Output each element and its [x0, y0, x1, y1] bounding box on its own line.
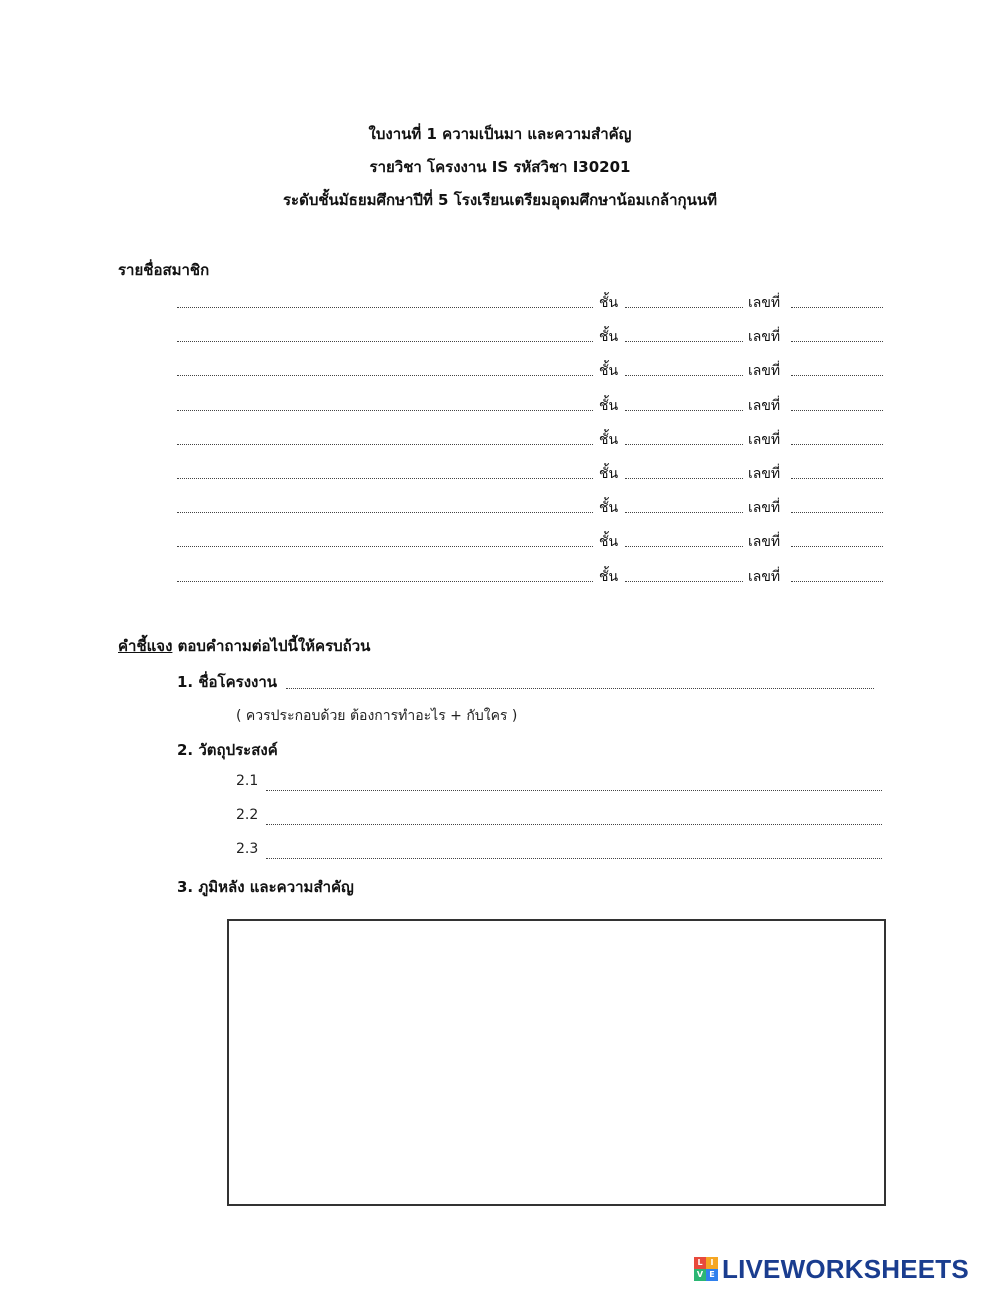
objective-2-blank[interactable] — [266, 824, 882, 825]
number-label: เลขที่ — [748, 568, 781, 585]
logo-mark-square: V — [694, 1269, 706, 1281]
background-answer-box[interactable] — [227, 919, 886, 1206]
liveworksheets-logo-text: LIVEWORKSHEETS — [722, 1253, 969, 1284]
member-number-blank[interactable] — [791, 375, 883, 376]
member-class-blank[interactable] — [625, 307, 743, 308]
member-name-blank[interactable] — [177, 410, 593, 411]
project-name-blank[interactable] — [286, 688, 874, 689]
member-name-blank[interactable] — [177, 546, 593, 547]
objective-2-label: 2.2 — [236, 807, 259, 823]
member-class-blank[interactable] — [625, 375, 743, 376]
member-row — [177, 324, 883, 358]
question-3-label: 3. ภูมิหลัง และความสำคัญ — [177, 878, 354, 896]
member-name-blank[interactable] — [177, 478, 593, 479]
question-1-label: 1. ชื่อโครงงาน — [177, 673, 278, 691]
instructions-text: ตอบคำถามต่อไปนี้ให้ครบถ้วน — [172, 637, 371, 655]
question-2-label: 2. วัตถุประสงค์ — [177, 741, 278, 759]
member-class-blank[interactable] — [625, 512, 743, 513]
number-label: เลขที่ — [748, 534, 781, 551]
member-row — [177, 290, 883, 324]
member-row — [177, 495, 883, 529]
member-number-blank[interactable] — [791, 512, 883, 513]
logo-mark-square: L — [694, 1257, 706, 1269]
member-class-blank[interactable] — [625, 410, 743, 411]
member-row — [177, 564, 883, 598]
logo-mark-square: E — [706, 1269, 718, 1281]
member-name-blank[interactable] — [177, 512, 593, 513]
member-class-blank[interactable] — [625, 444, 743, 445]
member-number-blank[interactable] — [791, 444, 883, 445]
member-number-blank[interactable] — [791, 581, 883, 582]
number-label: เลขที่ — [748, 397, 781, 414]
class-label: ชั้น — [599, 534, 619, 551]
members-list — [177, 290, 883, 598]
member-number-blank[interactable] — [791, 546, 883, 547]
number-label: เลขที่ — [748, 363, 781, 380]
instructions — [118, 634, 370, 658]
member-row — [177, 393, 883, 427]
member-class-blank[interactable] — [625, 581, 743, 582]
class-label: ชั้น — [599, 568, 619, 585]
logo-mark-square: I — [706, 1257, 718, 1269]
members-title: รายชื่อสมาชิก — [118, 261, 210, 279]
worksheet-header — [0, 118, 1000, 217]
member-class-blank[interactable] — [625, 546, 743, 547]
question-1-hint: ( ควรประกอบด้วย ต้องการทำอะไร + กับใคร ) — [236, 708, 518, 724]
liveworksheets-logo-icon — [694, 1257, 718, 1281]
number-label: เลขที่ — [748, 431, 781, 448]
objective-3-label: 2.3 — [236, 841, 259, 857]
course-line: รายวิชา โครงงาน IS รหัสวิชา I30201 — [369, 158, 631, 176]
member-number-blank[interactable] — [791, 410, 883, 411]
number-label: เลขที่ — [748, 329, 781, 346]
class-label: ชั้น — [599, 397, 619, 414]
worksheet-title: ใบงานที่ 1 ความเป็นมา และความสำคัญ — [368, 125, 632, 143]
class-label: ชั้น — [599, 431, 619, 448]
member-name-blank[interactable] — [177, 341, 593, 342]
member-class-blank[interactable] — [625, 478, 743, 479]
member-class-blank[interactable] — [625, 341, 743, 342]
member-row — [177, 427, 883, 461]
class-label: ชั้น — [599, 295, 619, 311]
member-row — [177, 358, 883, 392]
objective-3-blank[interactable] — [266, 858, 882, 859]
class-label: ชั้น — [599, 465, 619, 482]
member-number-blank[interactable] — [791, 341, 883, 342]
objective-1-label: 2.1 — [236, 773, 259, 789]
member-number-blank[interactable] — [791, 307, 883, 308]
number-label: เลขที่ — [748, 500, 781, 517]
number-label: เลขที่ — [748, 465, 781, 482]
number-label: เลขที่ — [748, 295, 781, 311]
member-row — [177, 529, 883, 563]
school-line: ระดับชั้นมัธยมศึกษาปีที่ 5 โรงเรียนเตรียมอุดมศึกษาน้อมเกล้ากุนนที — [282, 191, 717, 209]
member-name-blank[interactable] — [177, 307, 593, 308]
liveworksheets-logo — [694, 1254, 969, 1284]
class-label: ชั้น — [599, 500, 619, 517]
class-label: ชั้น — [599, 363, 619, 380]
instructions-label: คำชี้แจง — [118, 637, 173, 655]
member-name-blank[interactable] — [177, 444, 593, 445]
class-label: ชั้น — [599, 329, 619, 346]
member-name-blank[interactable] — [177, 581, 593, 582]
member-row — [177, 461, 883, 495]
member-name-blank[interactable] — [177, 375, 593, 376]
member-number-blank[interactable] — [791, 478, 883, 479]
objective-1-blank[interactable] — [266, 790, 882, 791]
